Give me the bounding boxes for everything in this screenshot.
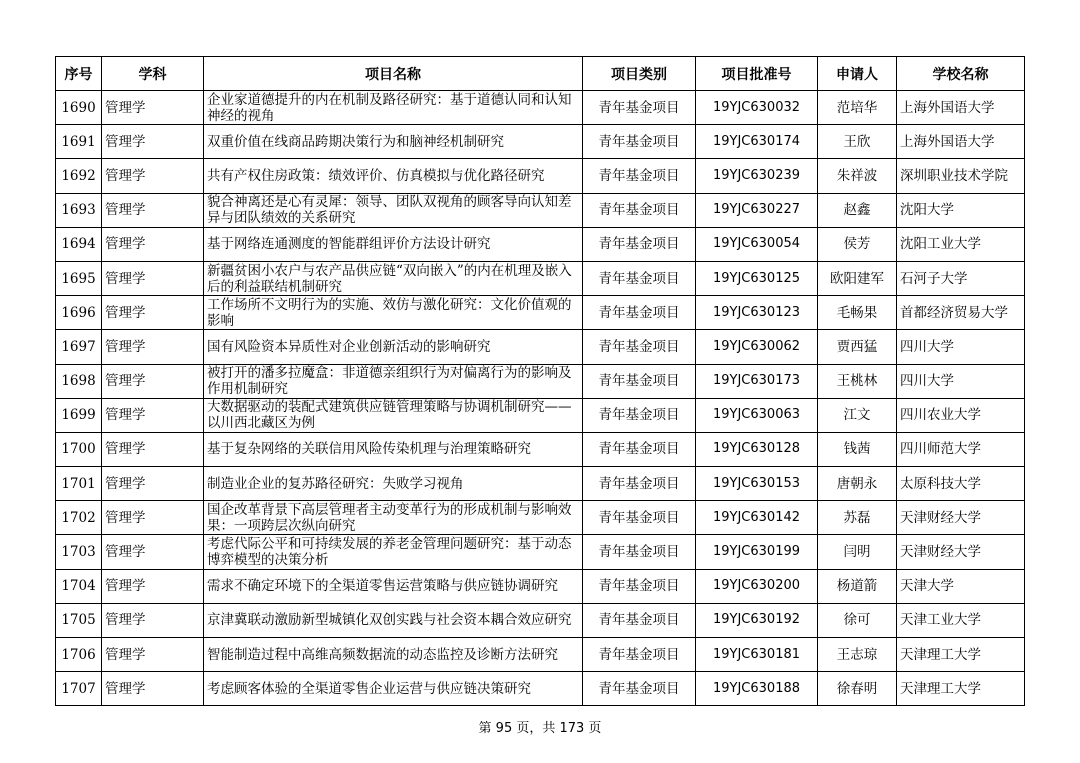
cell-approval: 19YJC630173: [696, 364, 818, 398]
cell-name: 京津冀联动激励新型城镇化双创实践与社会资本耦合效应研究: [204, 603, 583, 637]
cell-seq: 1704: [56, 569, 102, 603]
table-row: [56, 91, 1025, 125]
cell-applicant: 王志琼: [818, 638, 897, 672]
cell-seq: 1694: [56, 227, 102, 261]
cell-applicant: 朱祥波: [818, 159, 897, 193]
cell-type: 青年基金项目: [583, 364, 696, 398]
cell-school: 天津财经大学: [897, 535, 1025, 569]
cell-subject: 管理学: [102, 603, 204, 637]
cell-seq: 1700: [56, 432, 102, 466]
cell-subject: 管理学: [102, 91, 204, 125]
cell-seq: 1703: [56, 535, 102, 569]
header-applicant: 申请人: [818, 57, 897, 91]
table-row: [56, 261, 1025, 295]
cell-seq: 1701: [56, 467, 102, 501]
cell-name: 双重价值在线商品跨期决策行为和脑神经机制研究: [204, 125, 583, 159]
header-row: [56, 57, 1025, 91]
cell-subject: 管理学: [102, 159, 204, 193]
cell-seq: 1691: [56, 125, 102, 159]
cell-subject: 管理学: [102, 467, 204, 501]
cell-name: 貌合神离还是心有灵犀：领导、团队双视角的顾客导向认知差异与团队绩效的关系研究: [204, 193, 583, 227]
cell-school: 天津工业大学: [897, 603, 1025, 637]
cell-approval: 19YJC630239: [696, 159, 818, 193]
cell-seq: 1699: [56, 398, 102, 432]
cell-subject: 管理学: [102, 364, 204, 398]
cell-applicant: 钱茜: [818, 432, 897, 466]
cell-type: 青年基金项目: [583, 432, 696, 466]
cell-school: 上海外国语大学: [897, 91, 1025, 125]
cell-name: 需求不确定环境下的全渠道零售运营策略与供应链协调研究: [204, 569, 583, 603]
header-type: 项目类别: [583, 57, 696, 91]
project-table: [55, 56, 1025, 706]
cell-type: 青年基金项目: [583, 91, 696, 125]
cell-approval: 19YJC630199: [696, 535, 818, 569]
cell-seq: 1698: [56, 364, 102, 398]
cell-name: 共有产权住房政策：绩效评价、仿真模拟与优化路径研究: [204, 159, 583, 193]
cell-subject: 管理学: [102, 535, 204, 569]
cell-school: 首都经济贸易大学: [897, 296, 1025, 330]
cell-name: 国有风险资本异质性对企业创新活动的影响研究: [204, 330, 583, 364]
cell-type: 青年基金项目: [583, 125, 696, 159]
cell-type: 青年基金项目: [583, 193, 696, 227]
cell-applicant: 王桃林: [818, 364, 897, 398]
table-row: [56, 159, 1025, 193]
cell-approval: 19YJC630125: [696, 261, 818, 295]
cell-applicant: 毛畅果: [818, 296, 897, 330]
table-row: [56, 296, 1025, 330]
cell-subject: 管理学: [102, 501, 204, 535]
header-seq: 序号: [56, 57, 102, 91]
cell-approval: 19YJC630128: [696, 432, 818, 466]
cell-subject: 管理学: [102, 296, 204, 330]
cell-name: 新疆贫困小农户与农产品供应链“双向嵌入”的内在机理及嵌入后的利益联结机制研究: [204, 261, 583, 295]
cell-type: 青年基金项目: [583, 159, 696, 193]
cell-school: 太原科技大学: [897, 467, 1025, 501]
cell-applicant: 贾西猛: [818, 330, 897, 364]
cell-seq: 1705: [56, 603, 102, 637]
cell-applicant: 赵鑫: [818, 193, 897, 227]
cell-approval: 19YJC630174: [696, 125, 818, 159]
cell-applicant: 欧阳建军: [818, 261, 897, 295]
cell-applicant: 苏磊: [818, 501, 897, 535]
cell-school: 天津理工大学: [897, 638, 1025, 672]
cell-applicant: 江文: [818, 398, 897, 432]
cell-name: 考虑代际公平和可持续发展的养老金管理问题研究：基于动态博弈模型的决策分析: [204, 535, 583, 569]
cell-approval: 19YJC630188: [696, 672, 818, 706]
cell-approval: 19YJC630200: [696, 569, 818, 603]
table-body: [56, 91, 1025, 706]
cell-type: 青年基金项目: [583, 296, 696, 330]
table-row: [56, 603, 1025, 637]
cell-approval: 19YJC630062: [696, 330, 818, 364]
table-row: [56, 432, 1025, 466]
cell-name: 基于复杂网络的关联信用风险传染机理与治理策略研究: [204, 432, 583, 466]
cell-approval: 19YJC630063: [696, 398, 818, 432]
cell-subject: 管理学: [102, 398, 204, 432]
header-school: 学校名称: [897, 57, 1025, 91]
cell-seq: 1690: [56, 91, 102, 125]
cell-applicant: 侯芳: [818, 227, 897, 261]
table-row: [56, 193, 1025, 227]
table-row: [56, 501, 1025, 535]
cell-approval: 19YJC630227: [696, 193, 818, 227]
cell-name: 考虑顾客体验的全渠道零售企业运营与供应链决策研究: [204, 672, 583, 706]
cell-school: 上海外国语大学: [897, 125, 1025, 159]
cell-name: 制造业企业的复苏路径研究：失败学习视角: [204, 467, 583, 501]
cell-approval: 19YJC630142: [696, 501, 818, 535]
cell-applicant: 范培华: [818, 91, 897, 125]
cell-approval: 19YJC630181: [696, 638, 818, 672]
table-row: [56, 398, 1025, 432]
cell-seq: 1697: [56, 330, 102, 364]
cell-subject: 管理学: [102, 227, 204, 261]
cell-name: 国企改革背景下高层管理者主动变革行为的形成机制与影响效果：一项跨层次纵向研究: [204, 501, 583, 535]
cell-subject: 管理学: [102, 261, 204, 295]
table-row: [56, 638, 1025, 672]
table-row: [56, 535, 1025, 569]
cell-seq: 1695: [56, 261, 102, 295]
cell-school: 天津财经大学: [897, 501, 1025, 535]
cell-seq: 1706: [56, 638, 102, 672]
cell-name: 智能制造过程中高维高频数据流的动态监控及诊断方法研究: [204, 638, 583, 672]
cell-applicant: 王欣: [818, 125, 897, 159]
cell-school: 沈阳工业大学: [897, 227, 1025, 261]
cell-subject: 管理学: [102, 569, 204, 603]
cell-approval: 19YJC630123: [696, 296, 818, 330]
cell-school: 四川大学: [897, 364, 1025, 398]
cell-seq: 1693: [56, 193, 102, 227]
cell-subject: 管理学: [102, 330, 204, 364]
cell-school: 四川农业大学: [897, 398, 1025, 432]
cell-subject: 管理学: [102, 638, 204, 672]
header-approval: 项目批准号: [696, 57, 818, 91]
cell-applicant: 徐春明: [818, 672, 897, 706]
cell-name: 大数据驱动的装配式建筑供应链管理策略与协调机制研究——以川西北藏区为例: [204, 398, 583, 432]
cell-school: 四川大学: [897, 330, 1025, 364]
cell-applicant: 唐朝永: [818, 467, 897, 501]
cell-approval: 19YJC630054: [696, 227, 818, 261]
cell-name: 工作场所不文明行为的实施、效仿与激化研究：文化价值观的影响: [204, 296, 583, 330]
page-footer: 第 95 页，共 173 页: [478, 721, 602, 736]
cell-seq: 1696: [56, 296, 102, 330]
header-name: 项目名称: [204, 57, 583, 91]
cell-type: 青年基金项目: [583, 398, 696, 432]
cell-subject: 管理学: [102, 432, 204, 466]
cell-school: 沈阳大学: [897, 193, 1025, 227]
header-subject: 学科: [102, 57, 204, 91]
table-row: [56, 467, 1025, 501]
table-row: [56, 227, 1025, 261]
cell-applicant: 杨道箭: [818, 569, 897, 603]
table-row: [56, 364, 1025, 398]
cell-name: 被打开的潘多拉魔盒：非道德亲组织行为对偏离行为的影响及作用机制研究: [204, 364, 583, 398]
table-row: [56, 569, 1025, 603]
cell-type: 青年基金项目: [583, 672, 696, 706]
cell-school: 深圳职业技术学院: [897, 159, 1025, 193]
cell-applicant: 徐可: [818, 603, 897, 637]
cell-seq: 1707: [56, 672, 102, 706]
cell-type: 青年基金项目: [583, 261, 696, 295]
cell-name: 基于网络连通测度的智能群组评价方法设计研究: [204, 227, 583, 261]
cell-subject: 管理学: [102, 193, 204, 227]
cell-school: 石河子大学: [897, 261, 1025, 295]
cell-applicant: 闫明: [818, 535, 897, 569]
cell-type: 青年基金项目: [583, 569, 696, 603]
table-row: [56, 330, 1025, 364]
cell-type: 青年基金项目: [583, 638, 696, 672]
table-row: [56, 672, 1025, 706]
cell-subject: 管理学: [102, 672, 204, 706]
cell-type: 青年基金项目: [583, 227, 696, 261]
cell-school: 天津理工大学: [897, 672, 1025, 706]
cell-name: 企业家道德提升的内在机制及路径研究：基于道德认同和认知神经的视角: [204, 91, 583, 125]
cell-approval: 19YJC630032: [696, 91, 818, 125]
cell-type: 青年基金项目: [583, 535, 696, 569]
cell-seq: 1702: [56, 501, 102, 535]
cell-type: 青年基金项目: [583, 330, 696, 364]
cell-school: 天津大学: [897, 569, 1025, 603]
cell-school: 四川师范大学: [897, 432, 1025, 466]
cell-type: 青年基金项目: [583, 501, 696, 535]
cell-seq: 1692: [56, 159, 102, 193]
cell-subject: 管理学: [102, 125, 204, 159]
cell-approval: 19YJC630153: [696, 467, 818, 501]
cell-approval: 19YJC630192: [696, 603, 818, 637]
cell-type: 青年基金项目: [583, 467, 696, 501]
table-row: [56, 125, 1025, 159]
table-header: [56, 57, 1025, 91]
cell-type: 青年基金项目: [583, 603, 696, 637]
